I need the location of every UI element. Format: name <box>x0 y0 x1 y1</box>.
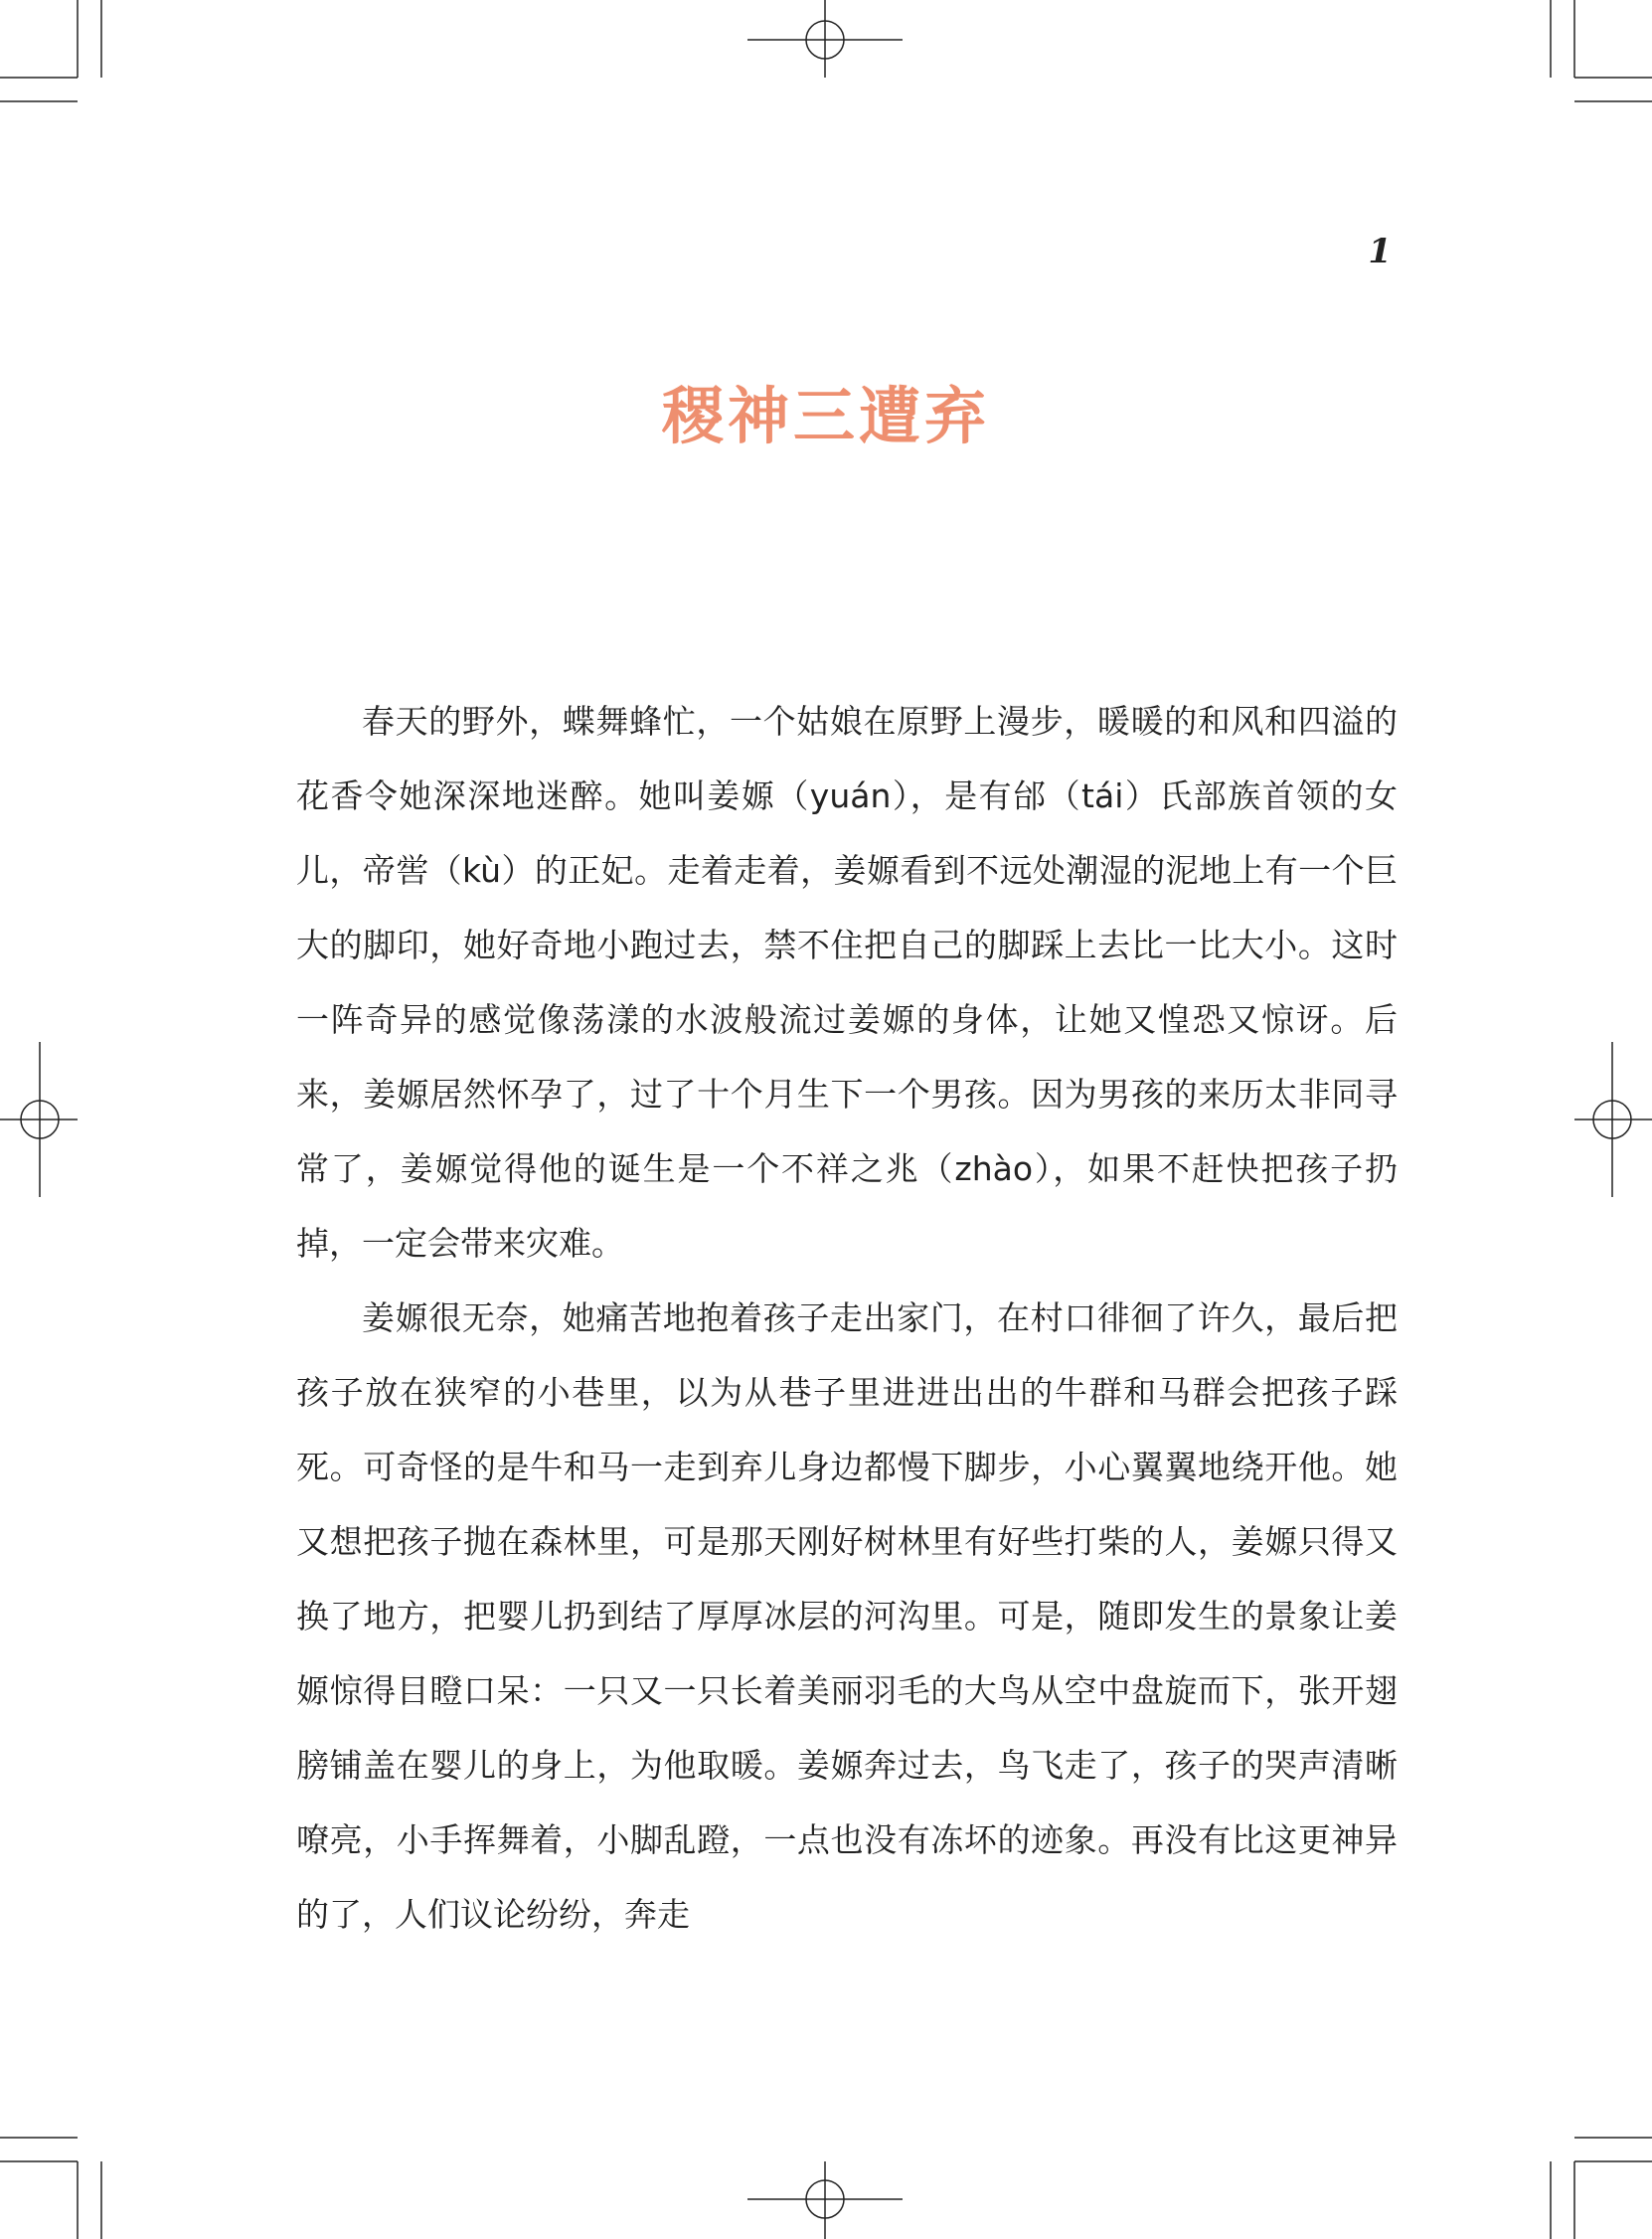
registration-mark-top <box>747 0 903 78</box>
crop-mark-bottom-right <box>1551 2138 1652 2239</box>
crop-mark-top-left <box>0 0 101 101</box>
crop-mark-bottom-left <box>0 2138 101 2239</box>
chapter-title: 稷神三遭弃 <box>661 380 990 452</box>
registration-mark-right <box>1574 1042 1652 1197</box>
registration-mark-bottom <box>747 2161 903 2239</box>
paragraph-1: 春天的野外，蝶舞蜂忙，一个姑娘在原野上漫步，暖暖的和风和四溢的花香令她深深地迷醉。她叫姜嫄（yuán），是有邰（tái）氏部族首领的女儿，帝喾（kù）的正妃。走着走着，姜嫄看到不远处潮湿的泥地上有一个巨大的脚印，她好奇地小跑过去，禁不住把自己的脚踩上去比一比大小。这时一阵奇异的感觉像荡漾的水波般流过姜嫄的身体，让她又惶恐又惊讶。后来，姜嫄居然怀孕了，过了十个月生下一个男孩。因为男孩的来历太非同寻常了，姜嫄觉得他的诞生是一个不祥之兆（zhào），如果不赶快把孩子扔掉，一定会带来灾难。 <box>296 702 1398 1263</box>
crop-mark-top-right <box>1551 0 1652 101</box>
registration-mark-left <box>0 1042 78 1197</box>
paragraph-2: 姜嫄很无奈，她痛苦地抱着孩子走出家门，在村口徘徊了许久，最后把孩子放在狭窄的小巷里，以为从巷子里进进出出的牛群和马群会把孩子踩死。可奇怪的是牛和马一走到弃儿身边都慢下脚步，小心翼翼地绕开他。她又想把孩子抛在森林里，可是那天刚好树林里有好些打柴的人，姜嫄只得又换了地方，把婴儿扔到结了厚厚冰层的河沟里。可是，随即发生的景象让姜嫄惊得目瞪口呆：一只又一只长着美丽羽毛的大鸟从空中盘旋而下，张开翅膀铺盖在婴儿的身上，为他取暖。姜嫄奔过去，鸟飞走了，孩子的哭声清晰嘹亮，小手挥舞着，小脚乱蹬，一点也没有冻坏的迹象。再没有比这更神异的了，人们议论纷纷，奔走 <box>296 1298 1398 1934</box>
body-text <box>296 684 1398 1952</box>
page-number: 1 <box>1368 232 1392 271</box>
